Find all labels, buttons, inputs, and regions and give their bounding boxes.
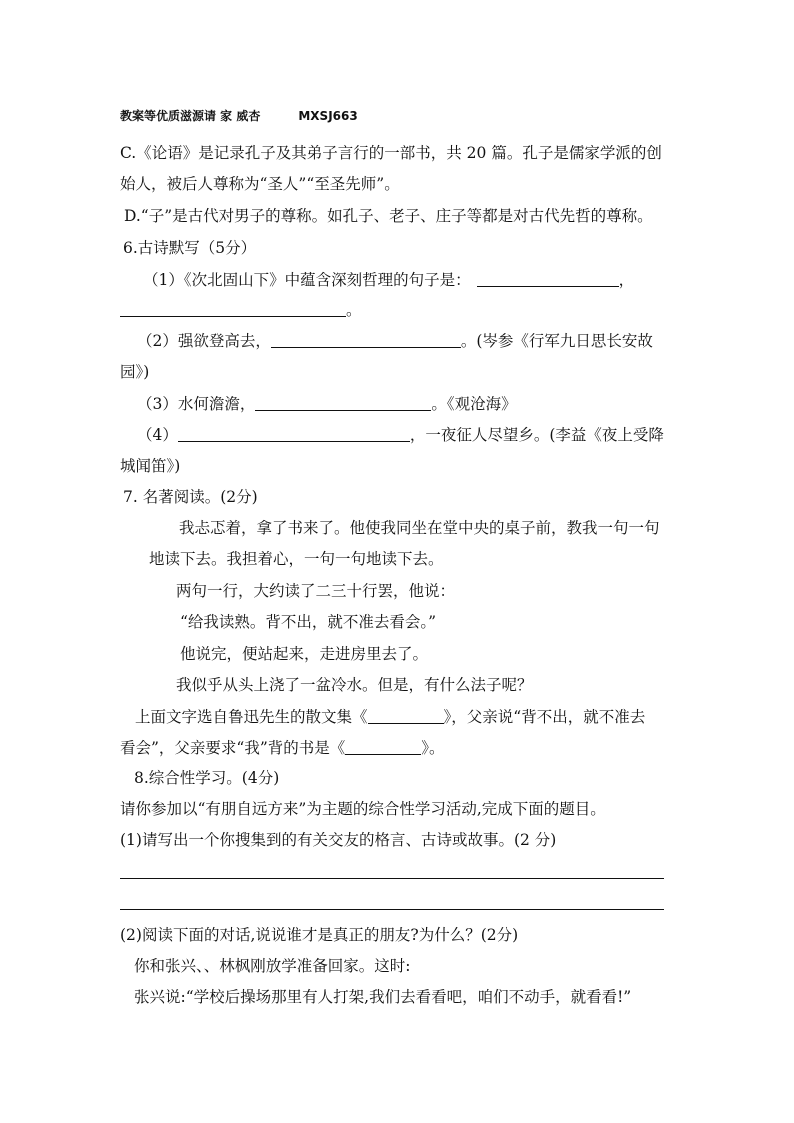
q7-passage-p5: 我似乎从头上浇了一盆冷水。但是，有什么法子呢？ — [176, 676, 533, 694]
q6-item-1-cont — [120, 300, 362, 320]
answer-blank[interactable] — [178, 427, 410, 442]
answer-blank[interactable] — [345, 740, 421, 755]
q7-title: 7. 名著阅读。(2分) — [123, 488, 258, 506]
q6-item3-source: 。《观沧海》 — [431, 395, 517, 413]
q8-subquestion-2: (2)阅读下面的对话,说说谁才是真正的朋友?为什么？(2分) — [120, 926, 519, 944]
q6-item-4-cont: 城闻笛》) — [120, 457, 181, 475]
answer-blank[interactable] — [120, 302, 346, 317]
q8-dialogue-intro: 你和张兴、、林枫刚放学准备回家。这时: — [134, 957, 411, 975]
q6-item2-source: 。(岑参《行军九日思长安故 — [460, 332, 653, 350]
q6-item-1 — [143, 270, 634, 290]
q6-item-2 — [137, 331, 653, 351]
q8-dialogue-zhangxing: 张兴说:“学校后操场那里有人打架,我们去看看吧，咱们不动手，就看看!” — [134, 988, 632, 1006]
header-title: 教案等优质滋源请 家 威杏 — [120, 109, 261, 123]
q5-option-c-line2: 始人，被后人尊称为“圣人”“至圣先师”。 — [120, 175, 400, 193]
q6-item1-period: 。 — [346, 301, 362, 319]
q6-item3-text: （3）水何澹澹， — [137, 395, 256, 413]
q6-item2-text: （2）强欲登高去， — [137, 332, 271, 350]
q7-passage-p2: 两句一行，大约读了二三十行罢，他说： — [176, 582, 456, 600]
q7-question-line2 — [120, 738, 445, 758]
q6-item4-num: （4） — [137, 426, 178, 444]
q7-passage-p1: 我忐忑着，拿了书来了。他使我同坐在堂中央的桌子前，教我一句一句 — [179, 519, 660, 537]
q6-title: 6.古诗默写（5分） — [123, 239, 257, 257]
q6-item4-text: ，一夜征人尽望乡。(李益《夜上受降 — [409, 426, 664, 444]
q6-item-3 — [137, 394, 517, 414]
answer-line[interactable] — [120, 878, 664, 879]
q7-question-text-c: 看会”，父亲要求“我”背的书是《 — [120, 739, 346, 757]
answer-blank[interactable] — [477, 272, 619, 287]
q8-title: 8.综合性学习。(4分) — [134, 769, 280, 787]
q7-question-line1 — [135, 707, 645, 727]
q5-option-c-line1: C.《论语》是记录孔子及其弟子言行的一部书，共 20 篇。孔子是儒家学派的创 — [120, 144, 662, 162]
answer-blank[interactable] — [368, 709, 444, 724]
document-header — [120, 107, 358, 124]
q7-passage-p4: 他说完，便站起来，走进房里去了。 — [180, 645, 429, 663]
q8-subquestion-1: (1)请写出一个你搜集到的有关交友的格言、古诗或故事。(2 分) — [120, 831, 557, 849]
q7-passage-p3: “给我读熟。背不出，就不准去看会。” — [180, 613, 437, 631]
answer-blank[interactable] — [271, 333, 461, 348]
q7-question-text-a: 上面文字选自鲁迅先生的散文集《 — [135, 708, 368, 726]
answer-blank[interactable] — [255, 396, 431, 411]
q6-item-4 — [137, 425, 664, 445]
q6-item1-text: （1）《次北固山下》中蕴含深刻哲理的句子是： — [143, 271, 471, 289]
q7-passage-p1b: 地读下去。我担着心，一句一句地读下去。 — [149, 550, 444, 568]
q6-item1-comma: ， — [618, 271, 635, 289]
q8-intro: 请你参加以“有朋自远方来”为主题的综合性学习活动,完成下面的题目。 — [120, 800, 606, 818]
answer-line[interactable] — [120, 909, 664, 910]
q5-option-d: D.“子”是古代对男子的尊称。如孔子、老子、庄子等都是对古代先哲的尊称。 — [124, 207, 653, 225]
q6-item-2-cont: 园》) — [120, 363, 150, 381]
q7-question-text-d: 》。 — [421, 739, 445, 757]
q7-question-text-b: 》，父亲说“背不出，就不准去 — [443, 708, 646, 726]
header-code: MXSJ663 — [298, 109, 358, 123]
